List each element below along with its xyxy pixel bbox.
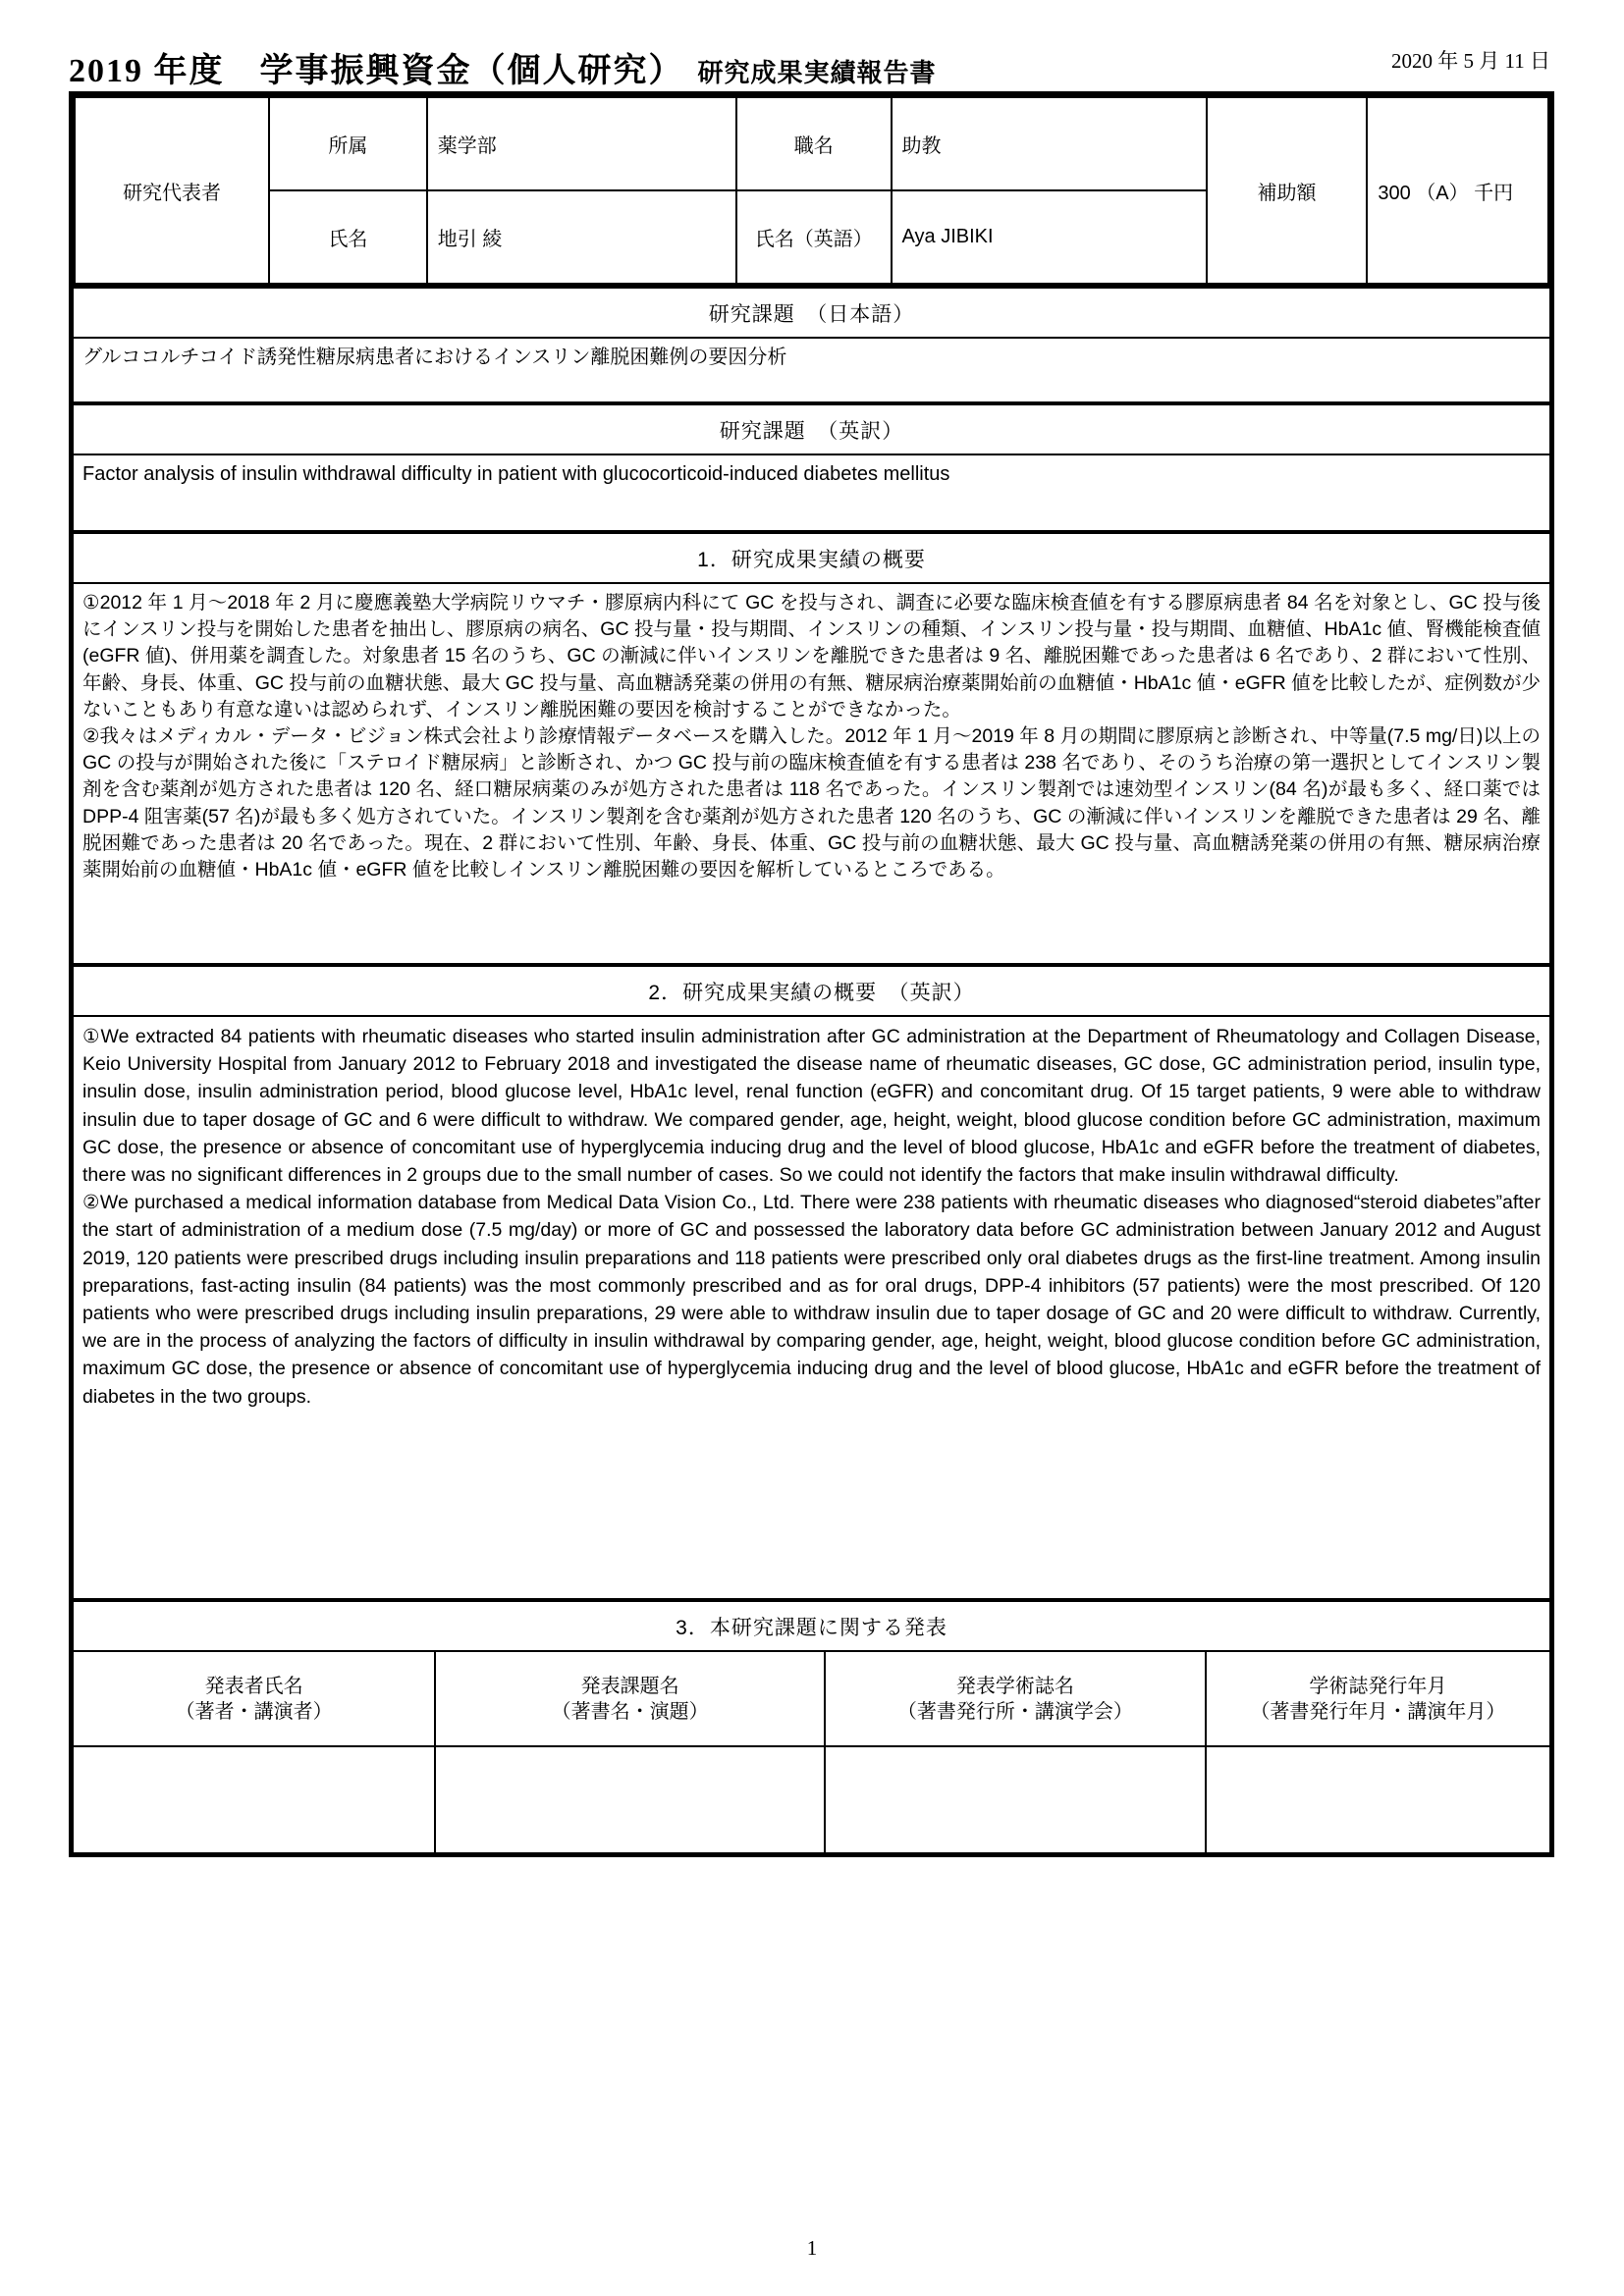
title-sub: 研究成果実績報告書 — [697, 58, 937, 87]
pres-header-date-subtitle: （著書発行年月・講演年月） — [1250, 1700, 1506, 1723]
info-row-1 — [75, 97, 1548, 190]
title-main: 2019 年度 学事振興資金（個人研究） — [69, 53, 684, 89]
pres-header-date — [1206, 1652, 1549, 1746]
section-title-ja-heading: 研究課題 （日本語） — [74, 289, 1549, 339]
section-summary-en — [74, 963, 1549, 1598]
position-value: 助教 — [892, 97, 1207, 190]
summary-ja-paragraph-1: ①2012 年 1 月～2018 年 2 月に慶應義塾大学病院リウマチ・膠原病内科にて GC を投与され、調査に必要な臨床検査値を有する膠原病患者 84 名を対象とし、GC 投与後にインスリン投与を開始した患者を抽出し、膠原病の病名、GC 投与量・投与期間、インスリンの種類、インスリン投与量・投与期間、血糖値、HbA1c 値、腎機能検査値(eGFR 値)、併用薬を調査した。対象患者 15 名のうち、GC の漸減に伴いインスリンを離脱できた患者は 9 名、離脱困難であった患者は 6 名であり、2 群において性別、年齢、身長、体重、GC 投与前の血糖状態、最大 GC 投与量、高血糖誘発薬の併用の有無、糖尿病治療薬開始前の血糖値・HbA1c 値・eGFR 値を比較したが、症例数が少ないこともあり有意な違いは認められず、インスリン離脱困難の要因を検討することができなかった。 — [82, 592, 1541, 721]
research-title-en: Factor analysis of insulin withdrawal difficulty in patient with glucocorticoid-induced diabetes mellitus — [82, 463, 950, 485]
research-title-ja: グルココルチコイド誘発性糖尿病患者におけるインスリン離脱困難例の要因分析 — [82, 347, 787, 368]
section-title-ja — [74, 285, 1549, 401]
pres-cell-date — [1206, 1746, 1549, 1852]
section-title-en — [74, 401, 1549, 530]
summary-ja-paragraph-2: ②我々はメディカル・データ・ビジョン株式会社より診療情報データベースを購入した。2012 年 1 月～2019 年 8 月の期間に膠原病と診断され、中等量(7.5 mg/日)以上の GC の投与が開始された後に「ステロイド糖尿病」と診断され、かつ GC 投与前の臨床検査値を有する患者は 238 名であり、そのうち治療の第一選択としてインスリン製剤を含む薬剤が処方された患者は 120 名、経口糖尿病薬のみが処方された患者は 118 名であった。インスリン製剤では速効型インスリン(84 名)が最も多く、経口薬では DPP-4 阻害薬(57 名)が最も多く処方されていた。インスリン製剤を含む薬剤が処方された患者 120 名のうち、GC の漸減に伴いインスリンを離脱できた患者は 29 名、離脱困難であった患者は 20 名であった。現在、2 群において性別、年齢、身長、体重、GC 投与前の血糖状態、最大 GC 投与量、高血糖誘発薬の併用の有無、糖尿病治療薬開始前の血糖値・HbA1c 値・eGFR 値を比較しインスリン離脱困難の要因を解析しているところである。 — [82, 725, 1541, 881]
section-title-en-heading: 研究課題 （英訳） — [74, 405, 1549, 455]
pres-header-presenter — [74, 1652, 435, 1746]
section-summary-ja-heading: 1．研究成果実績の概要 — [74, 534, 1549, 584]
pres-header-topic — [435, 1652, 825, 1746]
pres-header-journal — [825, 1652, 1206, 1746]
summary-en-paragraph-2: ②We purchased a medical information database from Medical Data Vision Co., Ltd. There were 238 patients with rheumatic diseases who diagnosed“steroid diabetes”after the start of administration of a medium dose (7.5 mg/day) or more of GC and possessed the laboratory data before GC administration between January 2012 and August 2019, 120 patients were prescribed drugs including insulin preparations and 118 patients were prescribed only oral diabetes drugs as the first-line treatment. Among insulin preparations, fast-acting insulin (84 patients) was the most commonly prescribed and as for oral drugs, DPP-4 inhibitors (57 patients) were the most prescribed. Of 120 patients who were prescribed drugs including insulin preparations, 29 were able to withdraw insulin due to taper dosage of GC and 20 were difficult to withdraw. Currently, we are in the process of analyzing the factors of difficulty in insulin withdrawal by comparing gender, age, height, weight, blood glucose condition before GC administration, maximum GC dose, the presence or absence of concomitant use of hyperglycemia inducing drug and the level of blood glucose, HbA1c and eGFR before the treatment of diabetes in the two groups. — [82, 1192, 1541, 1408]
page-number: 1 — [806, 2236, 818, 2260]
pres-header-date-title: 学術誌発行年月 — [1309, 1675, 1447, 1697]
position-label: 職名 — [736, 97, 892, 190]
pres-cell-journal — [825, 1746, 1206, 1852]
section-presentations-heading: 3．本研究課題に関する発表 — [74, 1602, 1549, 1652]
representative-label: 研究代表者 — [75, 97, 269, 284]
name-label: 氏名 — [269, 190, 427, 284]
presentations-table — [74, 1652, 1549, 1852]
summary-en-content — [74, 1017, 1549, 1598]
summary-ja-content — [74, 584, 1549, 963]
affiliation-label: 所属 — [269, 97, 427, 190]
pres-header-presenter-title: 発表者氏名 — [204, 1675, 303, 1697]
affiliation-value: 薬学部 — [427, 97, 736, 190]
pres-header-journal-title: 発表学術誌名 — [955, 1675, 1074, 1697]
section-presentations — [74, 1598, 1549, 1852]
name-value: 地引 綾 — [427, 190, 736, 284]
pres-cell-topic — [435, 1746, 825, 1852]
pres-header-topic-subtitle: （著書名・演題） — [551, 1700, 709, 1723]
subsidy-label: 補助額 — [1207, 97, 1368, 284]
document-title — [69, 43, 1554, 91]
pres-cell-presenter — [74, 1746, 435, 1852]
name-en-label: 氏名（英語） — [736, 190, 892, 284]
name-en-value: Aya JIBIKI — [892, 190, 1207, 284]
pres-header-journal-subtitle: （著書発行所・講演学会） — [896, 1700, 1133, 1723]
document-header — [69, 43, 1554, 91]
section-summary-en-heading: 2．研究成果実績の概要 （英訳） — [74, 967, 1549, 1017]
report-table — [69, 91, 1554, 1857]
summary-en-paragraph-1: ①We extracted 84 patients with rheumatic diseases who started insulin administration after GC administration at the Department of Rheumatology and Collagen Disease, Keio University Hospital from January 2012 to February 2018 and investigated the disease name of rheumatic diseases, GC dose, GC administration period, insulin type, insulin dose, insulin administration period, blood glucose level, HbA1c level, renal function (eGFR) and concomitant drug. Of 15 target patients, 9 were able to withdraw insulin due to taper dosage of GC and 6 were difficult to withdraw. We compared gender, age, height, weight, blood glucose condition before GC administration, maximum GC dose, the presence or absence of concomitant use of hyperglycemia inducing drug and the level of blood glucose, HbA1c and eGFR before the treatment of diabetes, there was no significant differences in 2 groups due to the small number of cases. So we could not identify the factors that make insulin withdrawal difficulty. — [82, 1026, 1541, 1187]
presentations-empty-row — [74, 1746, 1549, 1852]
document-date: 2020 年 5 月 11 日 — [1391, 49, 1550, 73]
pres-header-topic-title: 発表課題名 — [580, 1675, 679, 1697]
pres-header-presenter-subtitle: （著者・講演者） — [175, 1700, 333, 1723]
presentations-header-row — [74, 1652, 1549, 1746]
subsidy-value: 300 （A） 千円 — [1367, 97, 1548, 284]
researcher-info-table — [74, 96, 1549, 285]
section-summary-ja — [74, 530, 1549, 963]
